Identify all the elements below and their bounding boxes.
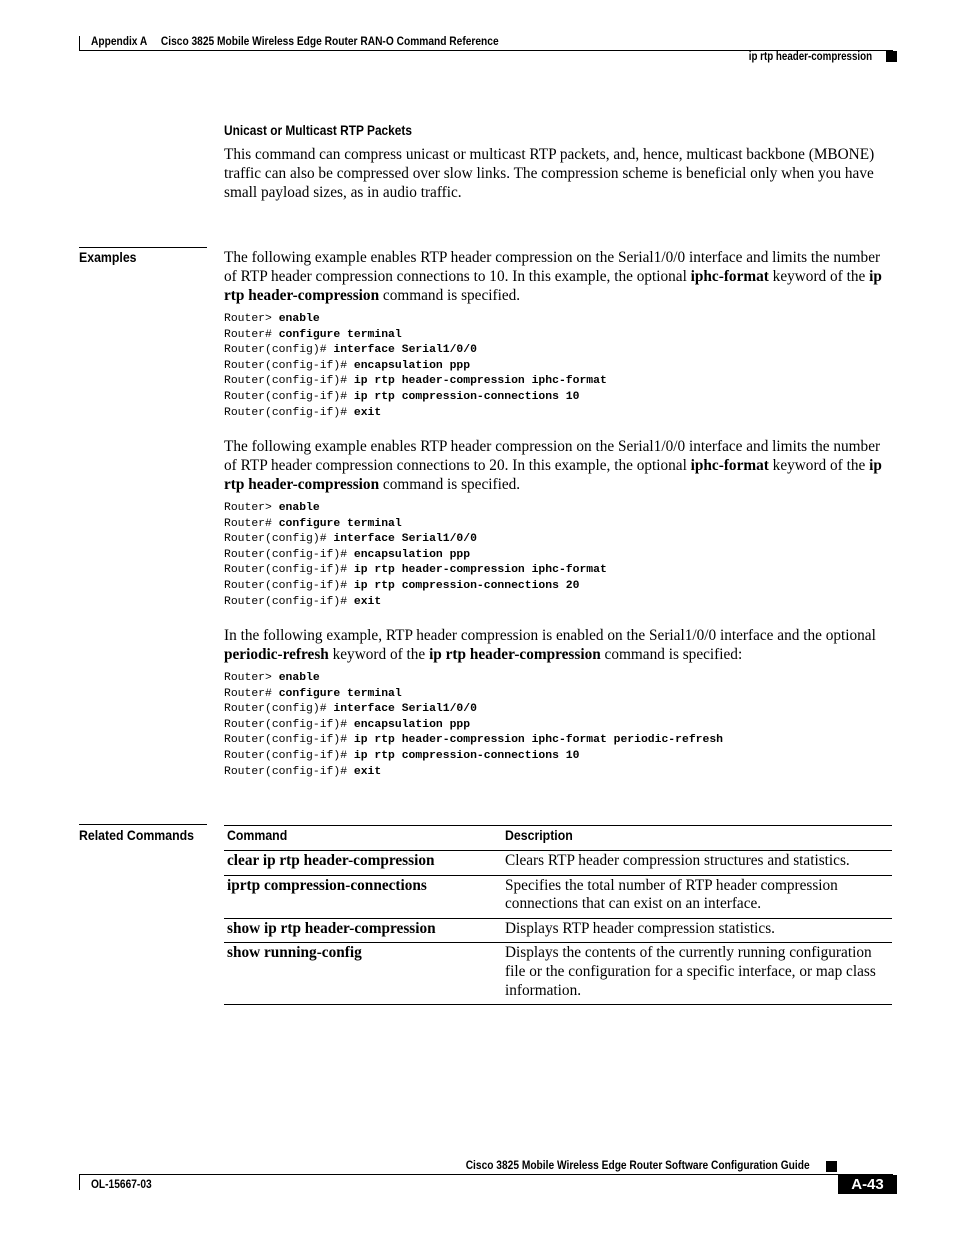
header-marker: [886, 51, 897, 62]
example-1-paragraph: [224, 248, 892, 305]
code-prompt: Router>: [224, 502, 279, 514]
text-run: command is specified.: [379, 476, 521, 493]
code-prompt: Router(config-if)#: [224, 595, 354, 608]
code-line: [224, 563, 607, 579]
footer-left-bar: [79, 1174, 80, 1190]
keyword: periodic-refresh: [224, 646, 329, 663]
text-run: In the following example, RTP header compression is enabled on the Serial1/0/0 interface and the optional: [224, 627, 876, 644]
code-prompt: Router>: [224, 313, 279, 325]
column-header-command: [224, 826, 502, 851]
table-row: [224, 943, 892, 1005]
column-header-text: Description: [505, 827, 573, 843]
book-title: Cisco 3825 Mobile Wireless Edge Router RAN-O Command Reference: [160, 34, 499, 48]
code-command: enable: [278, 672, 320, 684]
code-line: [224, 374, 607, 390]
code-command: encapsulation ppp: [353, 548, 471, 561]
column-header-description: [502, 826, 892, 851]
code-command: enable: [278, 313, 320, 325]
running-header: [91, 34, 499, 48]
code-command: interface Serial1/0/0: [333, 344, 477, 357]
code-prompt: Router#: [224, 687, 279, 700]
description-cell: Displays RTP header compression statistics.: [502, 918, 892, 943]
code-example-2: [224, 501, 607, 610]
related-commands-table: [224, 825, 892, 1005]
code-prompt: Router(config-if)#: [224, 406, 354, 419]
code-line: [224, 671, 723, 687]
code-line: [224, 702, 723, 718]
code-prompt: Router(config-if)#: [224, 579, 354, 592]
description-cell: Clears RTP header compression structures and statistics.: [502, 851, 892, 876]
table-row: [224, 875, 892, 918]
text-run: command is specified:: [600, 646, 743, 663]
code-prompt: Router#: [224, 517, 279, 530]
footer-rule: [80, 1174, 893, 1175]
text-run: keyword of the: [768, 268, 870, 285]
code-line: [224, 406, 607, 422]
code-command: ip rtp header-compression iphc-format: [353, 564, 607, 577]
footer-guide-title: Cisco 3825 Mobile Wireless Edge Router Software Configuration Guide: [466, 1158, 810, 1172]
appendix-label: Appendix A: [91, 34, 148, 48]
code-line: [224, 343, 607, 359]
command-cell: iprtp compression-connections: [224, 875, 502, 918]
text-run: command is specified.: [379, 287, 521, 304]
code-command: configure terminal: [278, 687, 402, 700]
code-command: encapsulation ppp: [353, 718, 471, 731]
description-cell: Specifies the total number of RTP header compression connections that can exist on an interface.: [502, 875, 892, 918]
code-prompt: Router(config-if)#: [224, 390, 354, 403]
example-2-paragraph: [224, 437, 892, 494]
code-prompt: Router(config-if)#: [224, 765, 354, 778]
table-row: [224, 918, 892, 943]
examples-label: Examples: [79, 249, 137, 265]
code-line: [224, 687, 723, 703]
text-run: The following example enables RTP header compression on the Serial1/0/0 interface and limits the number of RTP header compression connections to 10. In this example, the optional: [224, 249, 881, 285]
command-cell: show running-config: [224, 943, 502, 1005]
code-command: ip rtp compression-connections 10: [353, 749, 580, 762]
code-line: [224, 359, 607, 375]
keyword: iphc-format: [690, 457, 769, 474]
code-line: [224, 718, 723, 734]
code-line: [224, 579, 607, 595]
code-prompt: Router#: [224, 328, 279, 341]
code-example-3: [224, 671, 723, 780]
code-prompt: Router>: [224, 672, 279, 684]
code-command: ip rtp header-compression iphc-format: [353, 375, 607, 388]
code-line: [224, 765, 723, 781]
code-prompt: Router(config-if)#: [224, 359, 354, 372]
code-command: configure terminal: [278, 328, 402, 341]
subsection-paragraph: This command can compress unicast or multicast RTP packets, and, hence, multicast backbone (MBONE) traffic can also be compressed over slow links. The compression scheme is beneficial only when you have small payload sizes, as in audio traffic.: [224, 146, 875, 201]
code-command: exit: [353, 406, 382, 419]
related-commands-label: Related Commands: [79, 827, 195, 843]
text-run: keyword of the: [768, 457, 870, 474]
keyword: iphc-format: [690, 268, 769, 285]
examples-rule: [79, 247, 207, 248]
code-prompt: Router(config-if)#: [224, 734, 354, 747]
code-command: enable: [278, 502, 320, 514]
footer-doc-number: OL-15667-03: [91, 1177, 152, 1191]
command-cell: show ip rtp header-compression: [224, 918, 502, 943]
code-command: exit: [353, 595, 382, 608]
text-run: The following example enables RTP header compression on the Serial1/0/0 interface and limits the number of RTP header compression connections to 20. In this example, the optional: [224, 438, 881, 474]
code-command: exit: [353, 765, 382, 778]
code-example-1: [224, 312, 607, 421]
keyword: ip rtp header-compression: [429, 646, 601, 663]
code-command: interface Serial1/0/0: [333, 703, 477, 716]
code-line: [224, 548, 607, 564]
code-command: ip rtp compression-connections 20: [353, 579, 580, 592]
code-line: [224, 517, 607, 533]
header-command-name: ip rtp header-compression: [748, 51, 872, 63]
code-line: [224, 595, 607, 611]
table-row: [224, 851, 892, 876]
subsection-heading: Unicast or Multicast RTP Packets: [224, 123, 412, 138]
code-command: configure terminal: [278, 517, 402, 530]
header-left-bar: [79, 36, 80, 51]
code-command: ip rtp header-compression iphc-format periodic-refresh: [353, 734, 723, 747]
code-line: [224, 733, 723, 749]
table-header-row: [224, 826, 892, 851]
code-line: [224, 501, 607, 517]
related-commands-rule: [79, 824, 207, 825]
keyword: ip rtp header-compression: [224, 457, 882, 493]
code-command: encapsulation ppp: [353, 359, 471, 372]
code-line: [224, 312, 607, 328]
code-line: [224, 749, 723, 765]
column-header-text: Command: [227, 827, 288, 843]
code-prompt: Router(config-if)#: [224, 564, 354, 577]
text-run: keyword of the: [328, 646, 430, 663]
code-prompt: Router(config-if)#: [224, 548, 354, 561]
page-number: A-43: [838, 1175, 897, 1194]
code-prompt: Router(config-if)#: [224, 375, 354, 388]
code-command: interface Serial1/0/0: [333, 533, 477, 546]
code-line: [224, 390, 607, 406]
code-line: [224, 328, 607, 344]
footer-marker: [826, 1161, 837, 1172]
code-prompt: Router(config-if)#: [224, 718, 354, 731]
code-prompt: Router(config)#: [224, 344, 334, 357]
keyword: ip rtp header-compression: [224, 268, 882, 304]
command-cell: clear ip rtp header-compression: [224, 851, 502, 876]
code-prompt: Router(config)#: [224, 533, 334, 546]
description-cell: Displays the contents of the currently running configuration file or the configuration for a specific interface, or map class information.: [502, 943, 892, 1005]
code-command: ip rtp compression-connections 10: [353, 390, 580, 403]
code-prompt: Router(config)#: [224, 703, 334, 716]
code-line: [224, 532, 607, 548]
example-3-paragraph: [224, 626, 892, 664]
code-prompt: Router(config-if)#: [224, 749, 354, 762]
